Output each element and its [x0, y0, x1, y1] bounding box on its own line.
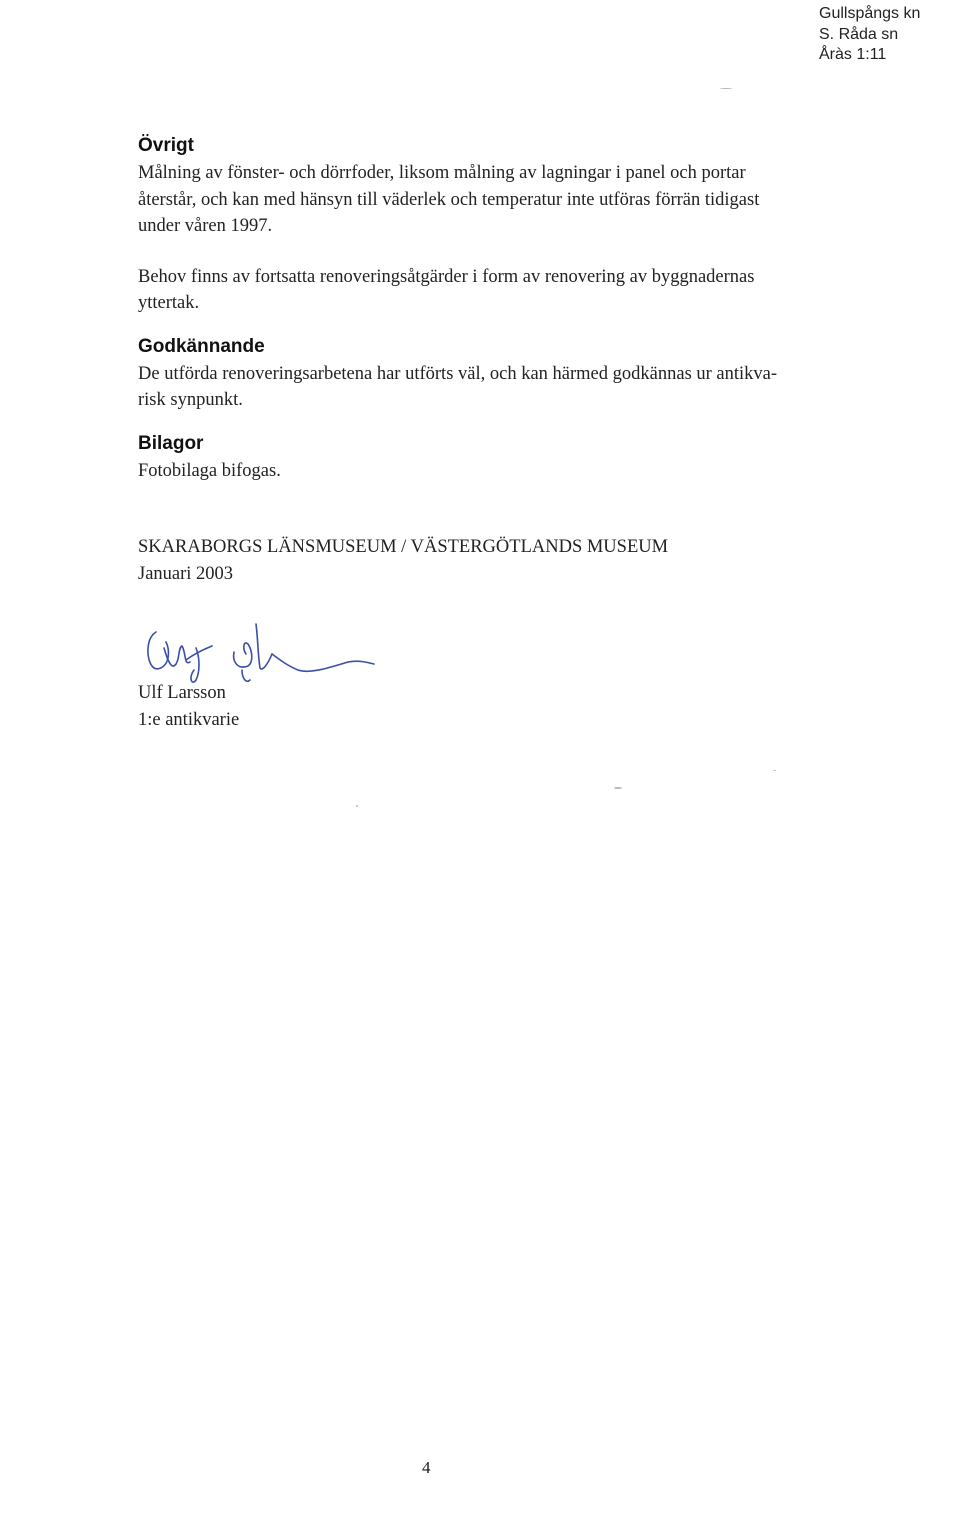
text-line: återstår, och kan med hänsyn till väderlek och temperatur inte utföras förrän tidigast	[138, 189, 760, 210]
section-ovrigt	[138, 134, 828, 317]
scan-speck	[614, 787, 622, 789]
section-heading-bilagor: Bilagor	[138, 432, 204, 454]
text-line: Målning av fönster- och dörrfoder, liksom målning av lagningar i panel och portar	[138, 163, 746, 183]
document-body	[138, 134, 828, 587]
text-line: Fotobilaga bifogas.	[138, 460, 281, 481]
signer-block	[138, 680, 239, 733]
property-label: Åràs 1:11	[819, 46, 887, 63]
parish-label: S. Råda sn	[819, 25, 899, 43]
paragraph-roof-renovation	[138, 264, 828, 317]
section-bilagor	[138, 432, 828, 485]
scan-speck	[356, 805, 358, 807]
signer-title: 1:e antikvarie	[138, 709, 240, 730]
municipality-label: Gullspångs kn	[819, 5, 921, 22]
signer-info	[138, 680, 239, 733]
text-line: under våren 1997.	[138, 216, 273, 236]
paragraph-attachments	[138, 458, 828, 485]
text-line: yttertak.	[138, 293, 200, 313]
paragraph-approval	[138, 361, 828, 414]
section-heading-ovrigt: Övrigt	[138, 135, 194, 156]
organization-label: SKARABORGS LÄNSMUSEUM / VÄSTERGÖTLANDS MUSEUM	[138, 537, 669, 557]
organization-name	[138, 534, 828, 587]
scan-speck	[773, 770, 776, 771]
text-line: De utförda renoveringsarbetena har utförts väl, och kan härmed godkännas ur antikva-	[138, 363, 778, 384]
document-reference	[819, 4, 920, 66]
paragraph-painting	[138, 160, 828, 240]
section-heading-godkannande: Godkännande	[138, 335, 265, 357]
text-line: Behov finns av fortsatta renoveringsåtgärder i form av renovering av byggnadernas	[138, 266, 755, 287]
document-date: Januari 2003	[138, 563, 234, 584]
scan-speck	[720, 88, 732, 89]
signer-name: Ulf Larsson	[138, 683, 226, 703]
text-line: risk synpunkt.	[138, 390, 243, 410]
closing-block	[138, 534, 828, 587]
section-godkannande	[138, 335, 828, 414]
page-number: 4	[422, 1458, 431, 1477]
